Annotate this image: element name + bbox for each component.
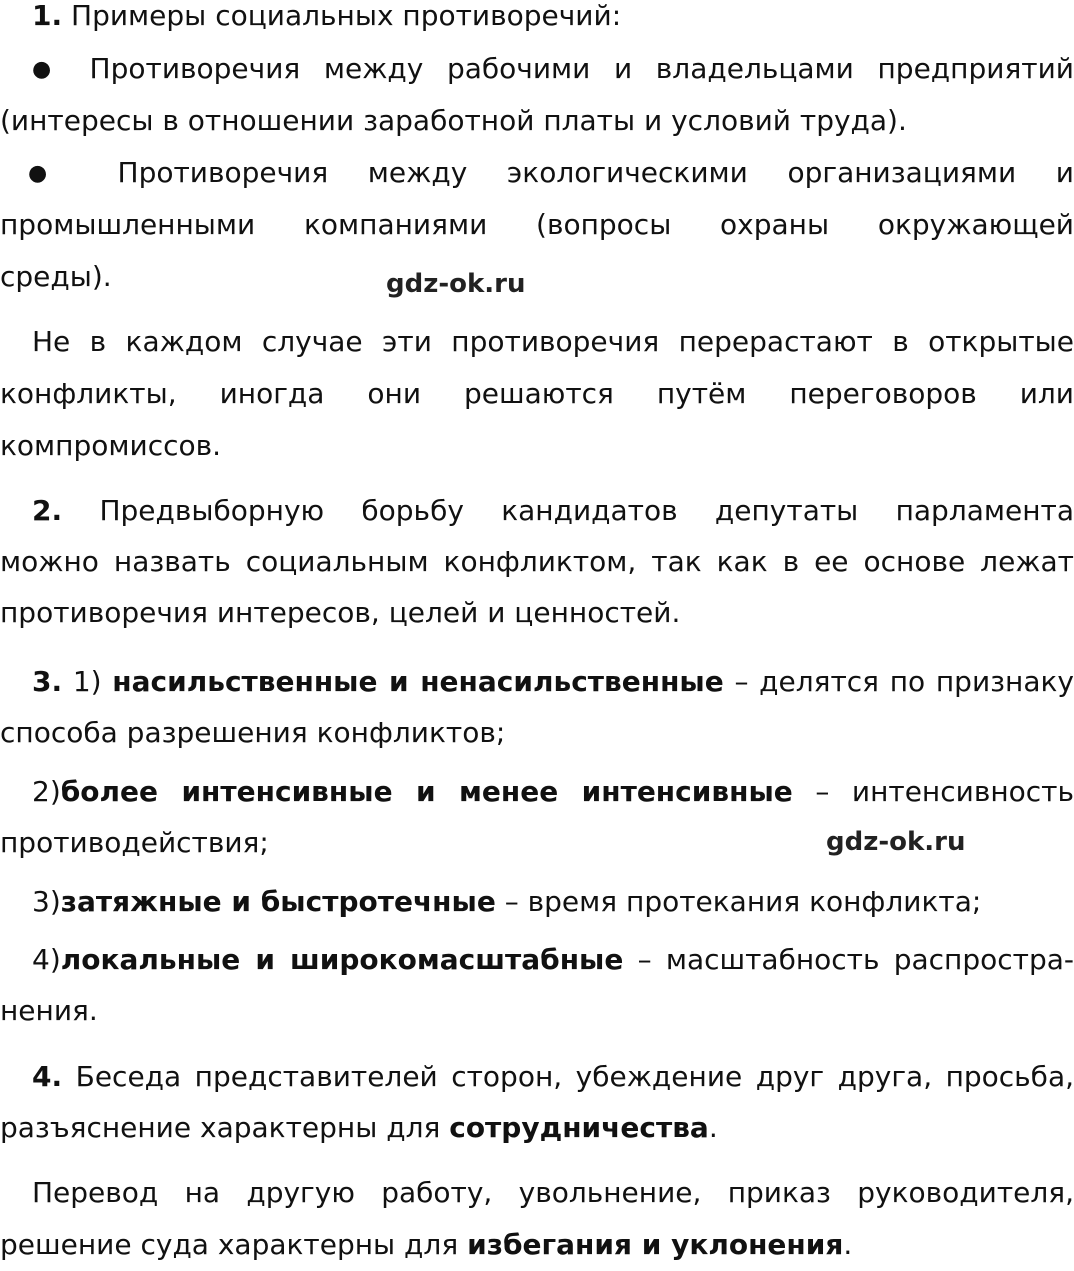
q4-para2-line1: Перевод на другую работу, увольнение, приказ руководителя, bbox=[32, 1176, 1074, 1209]
q3-item4-line1 bbox=[0, 934, 1074, 986]
q4-para2-line2 bbox=[0, 1219, 1074, 1271]
q1-para-line1: Не в каждом случае эти противоречия перерастают в открытые bbox=[32, 325, 1074, 358]
q4-para1-term: сотрудничества bbox=[449, 1111, 709, 1144]
q2-text: Предвыборную борьбу кандидатов депутаты парламента bbox=[99, 494, 1074, 527]
q3-item2-desc: – интенсивность bbox=[815, 775, 1074, 808]
q1-number: 1. bbox=[32, 0, 63, 32]
q3-item1-marker: 1) bbox=[72, 665, 102, 698]
q4-para1-end: . bbox=[708, 1111, 718, 1144]
q1-bullet2-line3: среды). bbox=[0, 260, 112, 293]
watermark-text: gdz-ok.ru bbox=[386, 269, 526, 299]
q1-bullet1-line1 bbox=[0, 43, 1074, 95]
q3-item2-line1 bbox=[0, 766, 1074, 818]
q1-intro: Примеры социальных противоречий: bbox=[71, 0, 622, 32]
q3-item4-line2: нения. bbox=[0, 994, 98, 1027]
q2-line3: противоречия интересов, целей и ценностей. bbox=[0, 596, 681, 629]
q1-bullet2-line1 bbox=[0, 147, 1074, 199]
q3-item3-marker: 3) bbox=[32, 885, 61, 918]
q3-number: 3. bbox=[32, 665, 63, 698]
q2-line2: можно назвать социальным конфликтом, так как в ее основе лежат bbox=[0, 545, 1074, 578]
q1-para-line2: конфликты, иногда они решаются путём переговоров или bbox=[0, 377, 1074, 410]
q1-para-line3: компромиссов. bbox=[0, 429, 222, 462]
q4-para1-text: Беседа представителей сторон, убеждение друг друга, просьба, bbox=[75, 1060, 1074, 1093]
q1-bullet1-line2: (интересы в отношении заработной платы и условий труда). bbox=[0, 104, 907, 137]
q3-item4-term: локальные и широкомасштабные bbox=[60, 943, 624, 976]
q1-bullet2-line2: промышленными компаниями (вопросы охраны окружающей bbox=[0, 208, 1074, 241]
q1-bullet2-text: Противоречия между экологическими организациями и bbox=[117, 156, 1074, 189]
q4-para1-line1 bbox=[0, 1051, 1074, 1103]
q4-para1-line2 bbox=[0, 1102, 1074, 1154]
q3-item1-desc: – делятся по признаку bbox=[734, 665, 1074, 698]
q4-para1-line2-text: разъяснение характерны для bbox=[0, 1111, 441, 1144]
q3-item4-desc: – масштабность распростра- bbox=[637, 943, 1074, 976]
q3-item3-desc: – время протекания конфликта; bbox=[504, 885, 982, 918]
q2-number: 2. bbox=[32, 494, 63, 527]
q1-intro-line bbox=[0, 0, 1074, 42]
q3-item1-term: насильственные и ненасильственные bbox=[112, 665, 724, 698]
q4-para2-term: избегания и уклонения bbox=[467, 1228, 844, 1261]
q4-para2-line2-text: решение суда характерны для bbox=[0, 1228, 459, 1261]
q3-item4-marker: 4) bbox=[32, 943, 61, 976]
bullet-icon: ● bbox=[28, 161, 78, 186]
q3-item2-line2: противодействия; bbox=[0, 826, 269, 859]
q3-item1-line1 bbox=[0, 656, 1074, 708]
q3-item2-marker: 2) bbox=[32, 775, 61, 808]
q3-item2-term: более интенсивные и менее интенсивные bbox=[60, 775, 793, 808]
q1-bullet1-text: Противоречия между рабочими и владельцами предприятий bbox=[89, 52, 1074, 85]
q4-para2-end: . bbox=[843, 1228, 853, 1261]
q4-number: 4. bbox=[32, 1060, 63, 1093]
q3-item1-line2: способа разрешения конфликтов; bbox=[0, 716, 506, 749]
bullet-icon: ● bbox=[32, 57, 66, 82]
q3-item3-line bbox=[0, 876, 1074, 928]
q3-item3-term: затяжные и быстротечные bbox=[60, 885, 496, 918]
watermark-text: gdz-ok.ru bbox=[826, 827, 966, 857]
q2-line1 bbox=[0, 485, 1074, 537]
